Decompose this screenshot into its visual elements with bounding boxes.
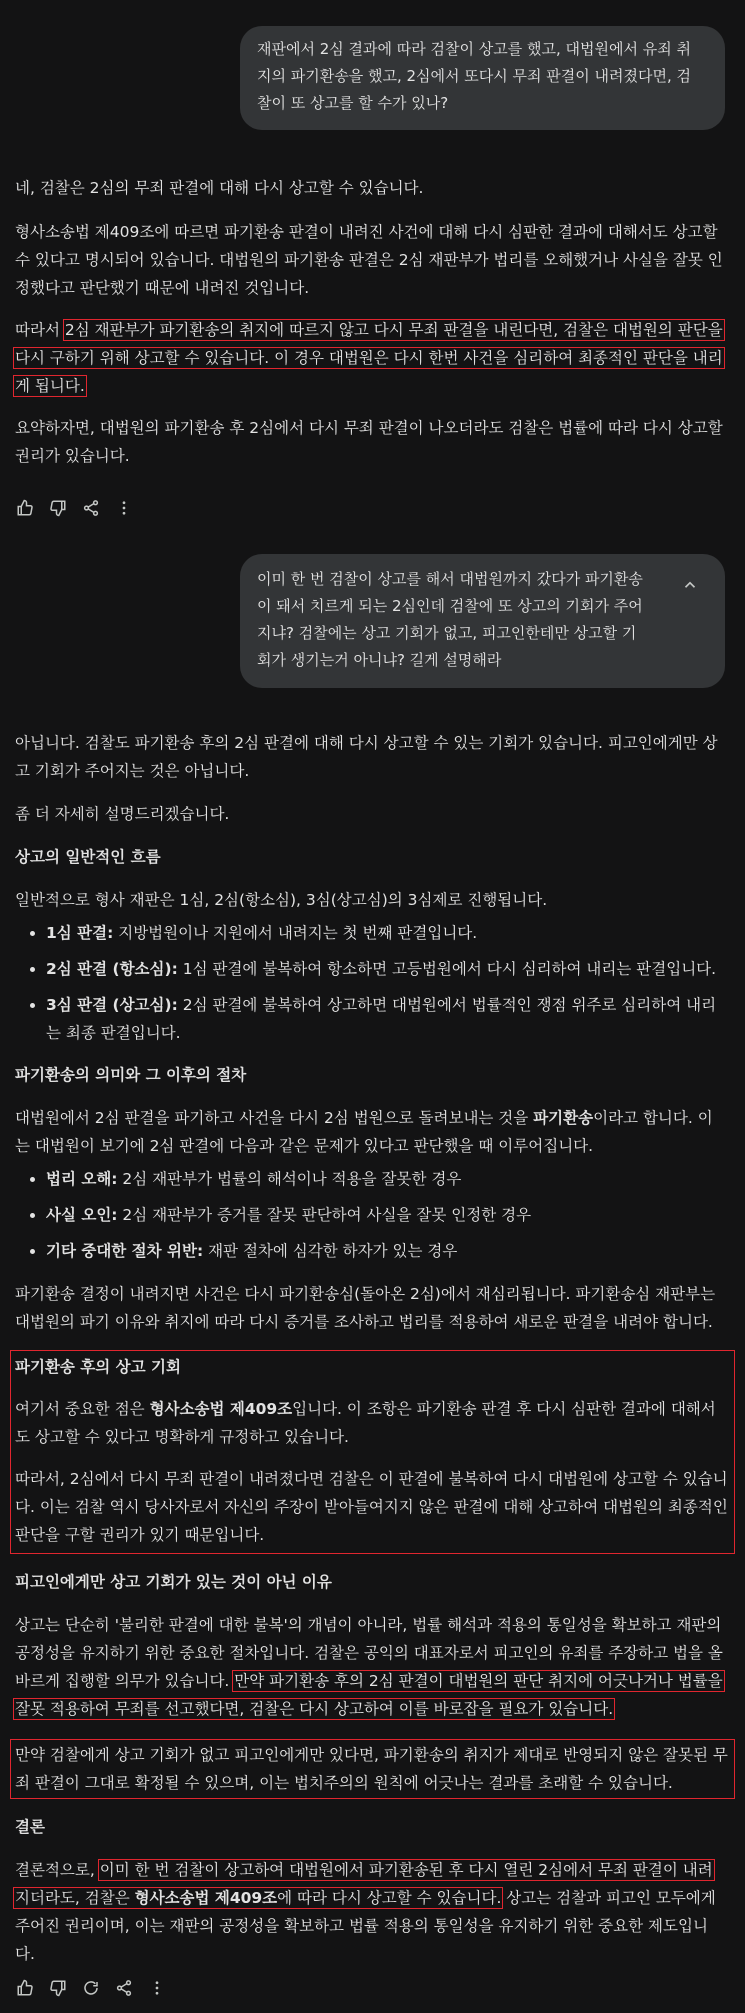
response-paragraph: 파기환송 결정이 내려지면 사건은 다시 파기환송심(돌아온 2심)에서 재심리됩니다. 파기환송심 재판부는 대법원의 파기 이유와 취지에 따라 다시 증거를 조사하고 법리를 적용하여 새로운 판결을 내려야 합니다.	[15, 1285, 716, 1331]
list-item-text: 2심 재판부가 법률의 해석이나 적용을 잘못한 경우	[117, 1170, 462, 1188]
more-vert-icon[interactable]	[114, 498, 134, 518]
list-item-text: 지방법원이나 지원에서 내려지는 첫 번째 판결입니다.	[113, 924, 478, 942]
chevron-up-icon[interactable]	[681, 576, 699, 594]
section-heading: 피고인에게만 상고 기회가 있는 것이 아닌 이유	[15, 1573, 332, 1591]
list-item-label: 사실 오인:	[46, 1206, 118, 1224]
list-item	[46, 991, 725, 1047]
thumbs-down-icon[interactable]	[48, 1978, 68, 1998]
text-span: 대법원에서 2심 판결을 파기하고 사건을 다시 2심 법원으로 돌려보내는 것을	[15, 1109, 534, 1127]
text-span: 따라서	[15, 321, 65, 339]
response-paragraph: 좀 더 자세히 설명드리겠습니다.	[15, 805, 230, 823]
bullet-list	[15, 1165, 725, 1265]
list-item	[46, 1201, 725, 1229]
model-response-2	[15, 729, 728, 1968]
highlighted-paragraph: 만약 검찰에게 상고 기회가 없고 피고인에게만 있다면, 파기환송의 취지가 제대로 반영되지 않은 잘못된 무죄 판결이 그대로 확정될 수 있으며, 이는 법치주의의 원칙에 어긋나는 결과를 초래할 수 있습니다.	[10, 1739, 735, 1799]
bold-term: 파기환송	[533, 1109, 594, 1127]
text-span: 이미 한 번 검찰이 상고하여 대법원에서 파기환송된 후 다시 열린 2심에서 무죄 판결이 내려지더라도, 검찰은	[15, 1861, 713, 1907]
share-icon[interactable]	[114, 1978, 134, 1998]
bold-term: 형사소송법 제409조	[134, 1889, 278, 1907]
list-item-text: 1심 판결에 불복하여 항소하면 고등법원에서 다시 심리하여 내리는 판결입니다.	[177, 960, 717, 978]
list-item-text: 재판 절차에 심각한 하자가 있는 경우	[203, 1242, 458, 1260]
text-span: 이라고 합니다. 이는 대법원이 보기에 2심 판결에 다음과 같은 문제가 있다고 판단했을 때 이루어집니다.	[15, 1109, 713, 1155]
highlighted-section	[10, 1350, 735, 1554]
user-query-text: 재판에서 2심 결과에 따라 검찰이 상고를 했고, 대법원에서 유죄 취지의 파기환송을 했고, 2심에서 또다시 무죄 판결이 내려졌다면, 검찰이 또 상고를 할 수가 있나?	[257, 40, 691, 112]
bold-term: 형사소송법 제409조	[149, 1400, 293, 1418]
user-query-2	[240, 554, 725, 688]
list-item	[46, 955, 725, 983]
response-actions-2	[15, 1978, 167, 1998]
list-item-label: 3심 판결 (상고심):	[46, 996, 178, 1014]
section-heading: 파기환송 후의 상고 기회	[15, 1358, 181, 1376]
share-icon[interactable]	[81, 498, 101, 518]
user-query-text: 이미 한 번 검찰이 상고를 해서 대법원까지 갔다가 파기환송이 돼서 치르게 되는 2심인데 검찰에 또 상고의 기회가 주어지냐? 검찰에는 상고 기회가 없고, 피고인한테만 상고할 기회가 생기는거 아니냐? 길게 설명해라	[257, 570, 643, 669]
model-response-1	[15, 174, 725, 470]
response-paragraph	[15, 1856, 725, 1968]
list-item-label: 1심 판결:	[46, 924, 114, 942]
thumbs-up-icon[interactable]	[15, 498, 35, 518]
list-item	[46, 1237, 725, 1265]
response-paragraph: 아닙니다. 검찰도 파기환송 후의 2심 판결에 대해 다시 상고할 수 있는 기회가 있습니다. 피고인에게만 상고 기회가 주어지는 것은 아닙니다.	[15, 734, 718, 780]
response-paragraph	[15, 316, 725, 400]
list-item-label: 기타 중대한 절차 위반:	[46, 1242, 204, 1260]
user-query-1	[240, 26, 725, 130]
thumbs-down-icon[interactable]	[48, 498, 68, 518]
list-item-label: 법리 오해:	[46, 1170, 118, 1188]
response-paragraph	[15, 1611, 725, 1723]
text-span: 결론적으로,	[15, 1861, 100, 1879]
text-span: 입니다. 이 조항은 파기환송 판결 후 다시 심판한 결과에 대해서도 상고할 수 있다고 명확하게 규정하고 있습니다.	[15, 1400, 716, 1446]
text-span: 여기서 중요한 점은	[15, 1400, 150, 1418]
list-item	[46, 919, 725, 947]
section-heading: 결론	[15, 1818, 45, 1836]
text-span: 상고는 단순히 '불리한 판결에 대한 불복'의 개념이 아니라, 법률 해석과 적용의 통일성을 확보하고 재판의 공정성을 유지하기 위한 중요한 절차입니다. 검찰은 공익의 대표자로서 피고인의 유죄를 주장하고 법을 올바르게 집행할 의무가 있습니다.	[15, 1616, 723, 1690]
thumbs-up-icon[interactable]	[15, 1978, 35, 1998]
list-item-label: 2심 판결 (항소심):	[46, 960, 178, 978]
response-paragraph: 형사소송법 제409조에 따르면 파기환송 판결이 내려진 사건에 대해 다시 심판한 결과에 대해서도 상고할 수 있다고 명시되어 있습니다. 대법원의 파기환송 판결은 2심 재판부가 법리를 오해했거나 사실을 잘못 인정했다고 판단했기 때문에 내려진 것입니다.	[15, 223, 723, 297]
highlighted-text: 만약 파기환송 후의 2심 판결이 대법원의 판단 취지에 어긋나거나 법률을 잘못 적용하여 무죄를 선고했다면, 검찰은 다시 상고하여 이를 바로잡을 필요가 있습니다.	[15, 1672, 723, 1718]
response-paragraph	[15, 1395, 730, 1451]
response-paragraph: 요약하자면, 대법원의 파기환송 후 2심에서 다시 무죄 판결이 나오더라도 검찰은 법률에 따라 다시 상고할 권리가 있습니다.	[15, 419, 723, 465]
highlighted-text: 2심 재판부가 파기환송의 취지에 따르지 않고 다시 무죄 판결을 내린다면, 검찰은 대법원의 판단을 다시 구하기 위해 상고할 수 있습니다. 이 경우 대법원은 다시 한번 사건을 심리하여 최종적인 판단을 내리게 됩니다.	[15, 321, 723, 395]
section-heading: 상고의 일반적인 흐름	[15, 848, 161, 866]
response-paragraph: 일반적으로 형사 재판은 1심, 2심(항소심), 3심(상고심)의 3심제로 진행됩니다.	[15, 891, 548, 909]
redo-icon[interactable]	[81, 1978, 101, 1998]
bullet-list	[15, 919, 725, 1047]
list-item-text: 2심 재판부가 증거를 잘못 판단하여 사실을 잘못 인정한 경우	[117, 1206, 532, 1224]
response-paragraph: 따라서, 2심에서 다시 무죄 판결이 내려졌다면 검찰은 이 판결에 불복하여 다시 대법원에 상고할 수 있습니다. 이는 검찰 역시 당사자로서 자신의 주장이 받아들여지지 않은 판결에 대해 상고하여 대법원의 최종적인 판단을 구할 권리가 있기 때문입니다.	[15, 1470, 728, 1544]
response-paragraph: 네, 검찰은 2심의 무죄 판결에 대해 다시 상고할 수 있습니다.	[15, 179, 424, 197]
list-item	[46, 1165, 725, 1193]
response-actions-1	[15, 498, 134, 518]
text-span: 에 따라 다시 상고할 수 있습니다.	[277, 1889, 502, 1907]
text-span: 상고는 검찰과 피고인 모두에게 주어진 권리이며, 이는 재판의 공정성을 확보하고 법률 적용의 통일성을 유지하기 위한 중요한 제도입니다.	[15, 1889, 716, 1963]
section-heading: 파기환송의 의미와 그 이후의 절차	[15, 1066, 247, 1084]
list-item-text: 2심 판결에 불복하여 상고하면 대법원에서 법률적인 쟁점 위주로 심리하여 내리는 최종 판결입니다.	[46, 996, 717, 1042]
more-vert-icon[interactable]	[147, 1978, 167, 1998]
response-paragraph	[15, 1104, 725, 1160]
